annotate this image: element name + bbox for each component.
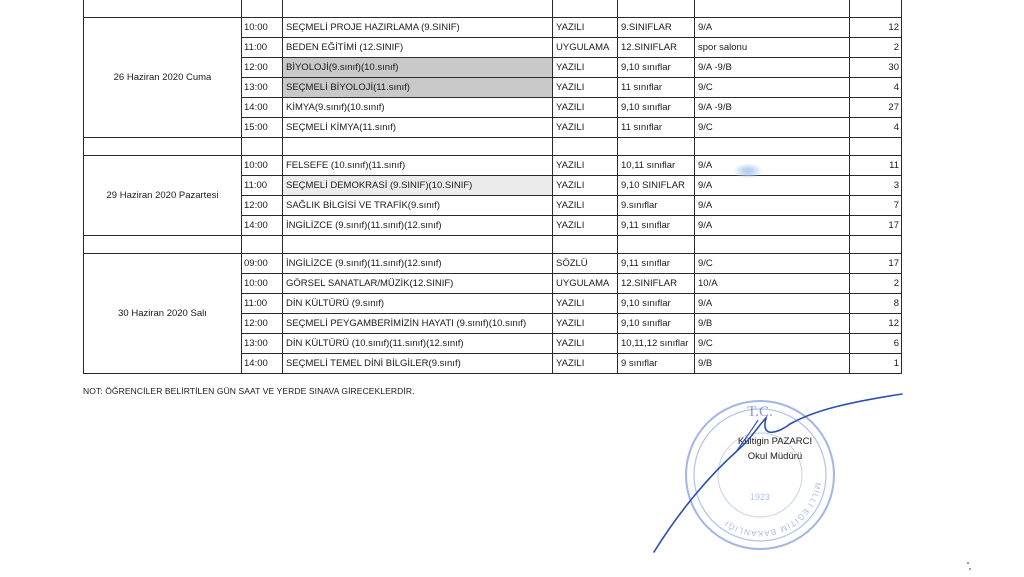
exam-type: YAZILI [553,176,618,196]
student-count: 3 [850,176,902,196]
exam-date: 29 Haziran 2020 Pazartesi [84,156,242,236]
empty-cell [283,0,553,18]
class-group: 11 sınıflar [618,78,695,98]
empty-cell [618,138,695,156]
class-group: 12.SINIFLAR [618,38,695,58]
exam-date: 26 Haziran 2020 Cuma [84,18,242,138]
empty-cell [695,0,850,18]
empty-cell [84,236,242,254]
class-group: 9.sınıflar [618,196,695,216]
exam-row [84,254,902,274]
class-group: 9.SINIFLAR [618,18,695,38]
exam-type: YAZILI [553,294,618,314]
exam-row [84,18,902,38]
exam-time: 12:00 [242,196,283,216]
exam-type: YAZILI [553,334,618,354]
seal-ring-text: MİLLİ EĞİTİM BAKANLIĞI [722,481,823,539]
exam-room: 9/C [695,254,850,274]
exam-room: 9/A [695,196,850,216]
class-group: 9,10 SINIFLAR [618,176,695,196]
ink-smudge [733,163,763,179]
empty-cell [242,0,283,18]
course-name: FELSEFE (10.sınıf)(11.sınıf) [283,156,553,176]
course-name: SEÇMELİ KİMYA(11.sınıf) [283,118,553,138]
empty-cell [618,0,695,18]
student-count: 30 [850,58,902,78]
class-group: 12.SINIFLAR [618,274,695,294]
exam-room: 10/A [695,274,850,294]
exam-room: 9/A -9/B [695,98,850,118]
course-name: SEÇMELİ BİYOLOJİ(11.sınıf) [283,78,553,98]
exam-room: 9/C [695,78,850,98]
exam-type: UYGULAMA [553,274,618,294]
exam-time: 14:00 [242,98,283,118]
student-count: 1 [850,354,902,374]
exam-type: YAZILI [553,196,618,216]
seal-year: 1923 [749,492,771,502]
class-group: 10,11 sınıflar [618,156,695,176]
class-group: 9,10 sınıflar [618,294,695,314]
student-count: 2 [850,38,902,58]
empty-cell [283,138,553,156]
exam-room: 9/A [695,216,850,236]
student-count: 17 [850,254,902,274]
scan-speck [967,562,969,564]
exam-room: 9/A [695,18,850,38]
exam-room: 9/B [695,354,850,374]
class-group: 9,10 sınıflar [618,98,695,118]
exam-time: 14:00 [242,354,283,374]
exam-date: 30 Haziran 2020 Salı [84,254,242,374]
course-name: DİN KÜLTÜRÜ (9.sınıf) [283,294,553,314]
class-group: 9,11 sınıflar [618,216,695,236]
exam-room: 9/A -9/B [695,58,850,78]
course-name: SAĞLIK BİLGİSİ VE TRAFİK(9.sınıf) [283,196,553,216]
exam-time: 10:00 [242,18,283,38]
exam-time: 12:00 [242,314,283,334]
class-group: 11 sınıflar [618,118,695,138]
student-count: 8 [850,294,902,314]
exam-time: 11:00 [242,176,283,196]
exam-room: 9/A [695,156,850,176]
spacer-row [84,138,902,156]
exam-time: 10:00 [242,156,283,176]
empty-cell [695,138,850,156]
signer-title: Okul Müdürü [747,451,803,462]
student-count: 12 [850,18,902,38]
empty-cell [242,236,283,254]
course-name: GÖRSEL SANATLAR/MÜZİK(12.SINIF) [283,274,553,294]
exam-time: 15:00 [242,118,283,138]
exam-type: YAZILI [553,78,618,98]
empty-cell [553,236,618,254]
empty-cell [283,236,553,254]
exam-time: 13:00 [242,78,283,98]
exam-type: UYGULAMA [553,38,618,58]
empty-cell [850,236,902,254]
exam-type: YAZILI [553,314,618,334]
course-name: SEÇMELİ PEYGAMBERİMİZİN HAYATI (9.sınıf)(10.sınıf) [283,314,553,334]
course-name: SEÇMELİ DEMOKRASİ (9.SINIF)(10.SINIF) [283,176,553,196]
class-group: 9,10 sınıflar [618,314,695,334]
class-group: 10,11,12 sınıflar [618,334,695,354]
exam-type: SÖZLÜ [553,254,618,274]
empty-cell [850,0,902,18]
exam-room: 9/A [695,294,850,314]
exam-room: spor salonu [695,38,850,58]
exam-room: 9/B [695,314,850,334]
empty-cell [695,236,850,254]
exam-schedule-table [83,0,902,374]
exam-time: 11:00 [242,294,283,314]
exam-type: YAZILI [553,58,618,78]
empty-cell [242,138,283,156]
exam-type: YAZILI [553,156,618,176]
empty-cell [84,0,242,18]
course-name: BİYOLOJİ(9.sınıf)(10.sınıf) [283,58,553,78]
class-group: 9,10 sınıflar [618,58,695,78]
exam-room: 9/A [695,176,850,196]
student-count: 27 [850,98,902,118]
student-count: 11 [850,156,902,176]
course-name: BEDEN EĞİTİMİ (12.SINIF) [283,38,553,58]
exam-time: 13:00 [242,334,283,354]
course-name: İNGİLİZCE (9.sınıf)(11.sınıf)(12.sınıf) [283,254,553,274]
scan-speck [969,568,971,570]
course-name: İNGİLİZCE (9.sınıf)(11.sınıf)(12.sınıf) [283,216,553,236]
spacer-row [84,236,902,254]
student-count: 4 [850,118,902,138]
empty-cell [850,138,902,156]
empty-cell [553,0,618,18]
class-group: 9,11 sınıflar [618,254,695,274]
student-count: 4 [850,78,902,98]
exam-row [84,156,902,176]
spacer-row [84,0,902,18]
empty-cell [618,236,695,254]
exam-room: 9/C [695,118,850,138]
empty-cell [553,138,618,156]
student-count: 17 [850,216,902,236]
empty-cell [84,138,242,156]
exam-time: 10:00 [242,274,283,294]
exam-room: 9/C [695,334,850,354]
signer-name: Kültigin PAZARCI [737,436,813,447]
exam-type: YAZILI [553,118,618,138]
course-name: DİN KÜLTÜRÜ (10.sınıf)(11.sınıf)(12.sınıf) [283,334,553,354]
exam-time: 14:00 [242,216,283,236]
student-count: 12 [850,314,902,334]
exam-type: YAZILI [553,98,618,118]
exam-type: YAZILI [553,354,618,374]
course-name: SEÇMELİ TEMEL DİNİ BİLGİLER(9.sınıf) [283,354,553,374]
course-name: KİMYA(9.sınıf)(10.sınıf) [283,98,553,118]
course-name: SEÇMELİ PROJE HAZIRLAMA (9.SINIF) [283,18,553,38]
class-group: 9 sınıflar [618,354,695,374]
handwritten-signature [640,380,920,560]
student-count: 6 [850,334,902,354]
exam-time: 11:00 [242,38,283,58]
footnote: NOT: ÖĞRENCİLER BELİRTİLEN GÜN SAAT VE YERDE SINAVA GİRECEKLERDİR. [83,386,415,396]
exam-type: YAZILI [553,18,618,38]
seal-top-text: T.C. [747,404,773,420]
student-count: 2 [850,274,902,294]
exam-time: 12:00 [242,58,283,78]
exam-type: YAZILI [553,216,618,236]
student-count: 7 [850,196,902,216]
exam-time: 09:00 [242,254,283,274]
